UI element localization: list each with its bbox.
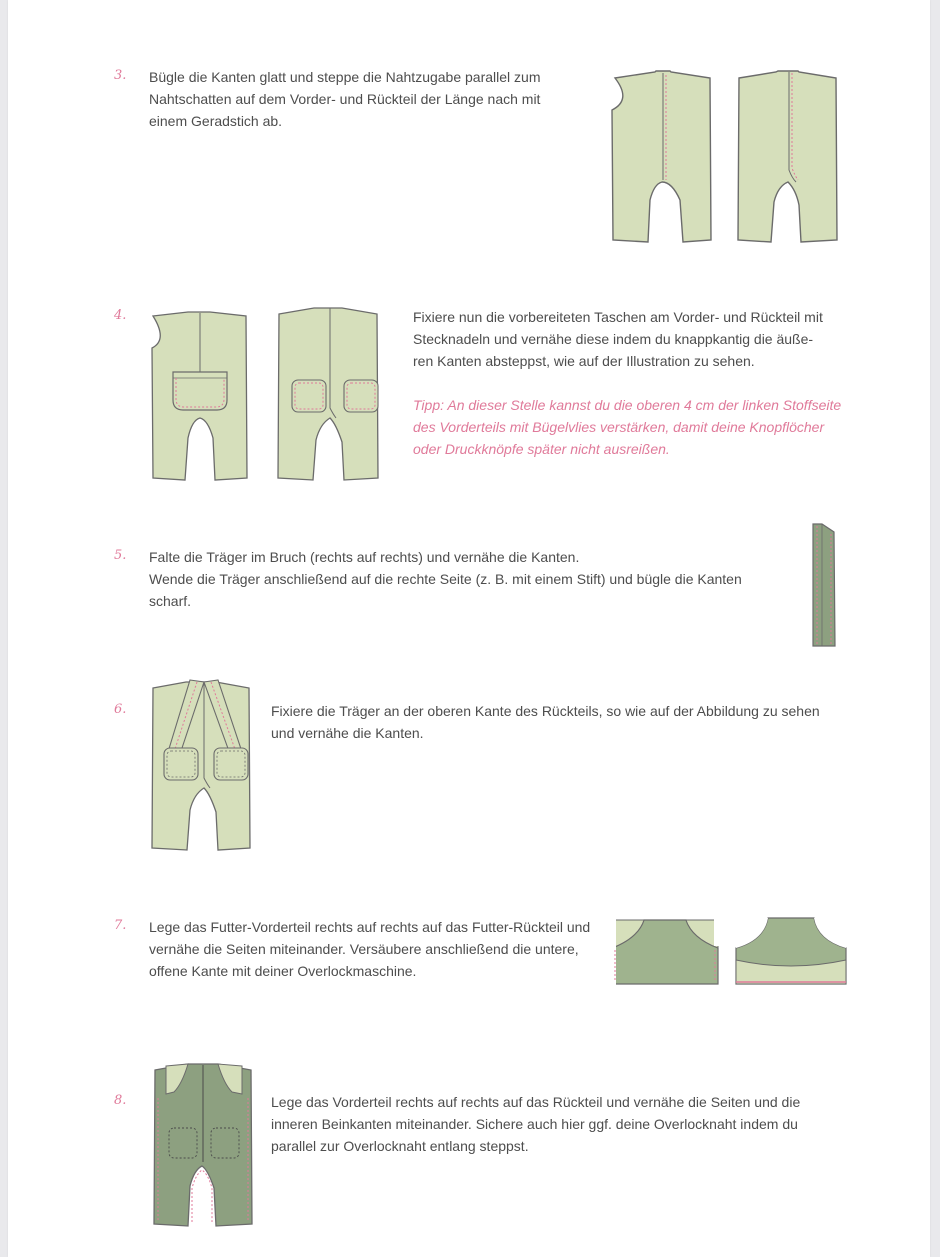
- step-4-text: [413, 306, 853, 372]
- step-5-line-3: scharf.: [149, 593, 192, 609]
- step-8-line-3: parallel zur Overlocknaht entlang steppst.: [271, 1138, 529, 1154]
- step-6-number: 6.: [114, 702, 127, 717]
- step-4-tip-line-1: Tipp: An dieser Stelle kannst du die oberen 4 cm der linken Stoffseite: [413, 397, 842, 413]
- step-5-number: 5.: [114, 548, 127, 563]
- step-7-number: 7.: [114, 918, 127, 933]
- step-5-line-2: Wende die Träger anschließend auf die rechte Seite (z. B. mit einem Stift) und bügle die Kanten: [149, 571, 742, 587]
- step-8-sewn-overall-illustration: [152, 1062, 256, 1228]
- step-8-text: [271, 1091, 851, 1157]
- step-3-line-2: Nahtschatten auf dem Vorder- und Rückteil der Länge nach mit: [149, 91, 541, 107]
- step-3-front-piece-illustration: [610, 70, 720, 246]
- step-8-number: 8.: [114, 1093, 127, 1108]
- step-4-line-2: Stecknadeln und vernähe diese indem du knappkantig die äuße-: [413, 331, 814, 347]
- step-7-line-1: Lege das Futter-Vorderteil rechts auf rechts auf das Futter-Rückteil und: [149, 919, 591, 935]
- step-4-tip: [413, 394, 853, 460]
- step-7-text: [149, 916, 619, 982]
- step-4-tip-line-3: oder Druckknöpfe später nicht ausreißen.: [413, 441, 670, 457]
- step-3-back-piece-illustration: [736, 70, 846, 246]
- step-5-text: [149, 546, 789, 612]
- step-4-front-piece-illustration: [150, 310, 252, 482]
- step-3-line-1: Bügle die Kanten glatt und steppe die Nahtzugabe parallel zum: [149, 69, 541, 85]
- step-4-number: 4.: [114, 308, 127, 323]
- step-4-back-piece-illustration: [276, 306, 382, 482]
- step-5-strap-illustration: [810, 522, 838, 650]
- step-6-line-2: und vernähe die Kanten.: [271, 725, 424, 741]
- step-6-line-1: Fixiere die Träger an der oberen Kante des Rückteils, so wie auf der Abbildung zu sehen: [271, 703, 820, 719]
- step-7-line-3: offene Kante mit deiner Overlockmaschine.: [149, 963, 417, 979]
- instruction-page: [8, 0, 930, 1257]
- step-4-line-3: ren Kanten absteppst, wie auf der Illustration zu sehen.: [413, 353, 755, 369]
- step-7-lining-back-illustration: [734, 916, 848, 988]
- step-8-line-1: Lege das Vorderteil rechts auf rechts auf das Rückteil und vernähe die Seiten und die: [271, 1094, 801, 1110]
- step-4-line-1: Fixiere nun die vorbereiteten Taschen am Vorder- und Rückteil mit: [413, 309, 823, 325]
- step-3-number: 3.: [114, 68, 127, 83]
- step-7-lining-front-illustration: [610, 918, 722, 988]
- step-6-text: [271, 700, 851, 744]
- step-3-line-3: einem Geradstich ab.: [149, 113, 283, 129]
- step-7-line-2: vernähe die Seiten miteinander. Versäubere anschließend die untere,: [149, 941, 579, 957]
- step-4-tip-line-2: des Vorderteils mit Bügelvlies verstärken, damit deine Knopflöcher: [413, 419, 825, 435]
- step-6-back-with-straps-illustration: [150, 678, 256, 854]
- step-3-text: [149, 66, 579, 132]
- step-5-line-1: Falte die Träger im Bruch (rechts auf rechts) und vernähe die Kanten.: [149, 549, 580, 565]
- step-8-line-2: inneren Beinkanten miteinander. Sichere auch hier ggf. deine Overlocknaht indem du: [271, 1116, 798, 1132]
